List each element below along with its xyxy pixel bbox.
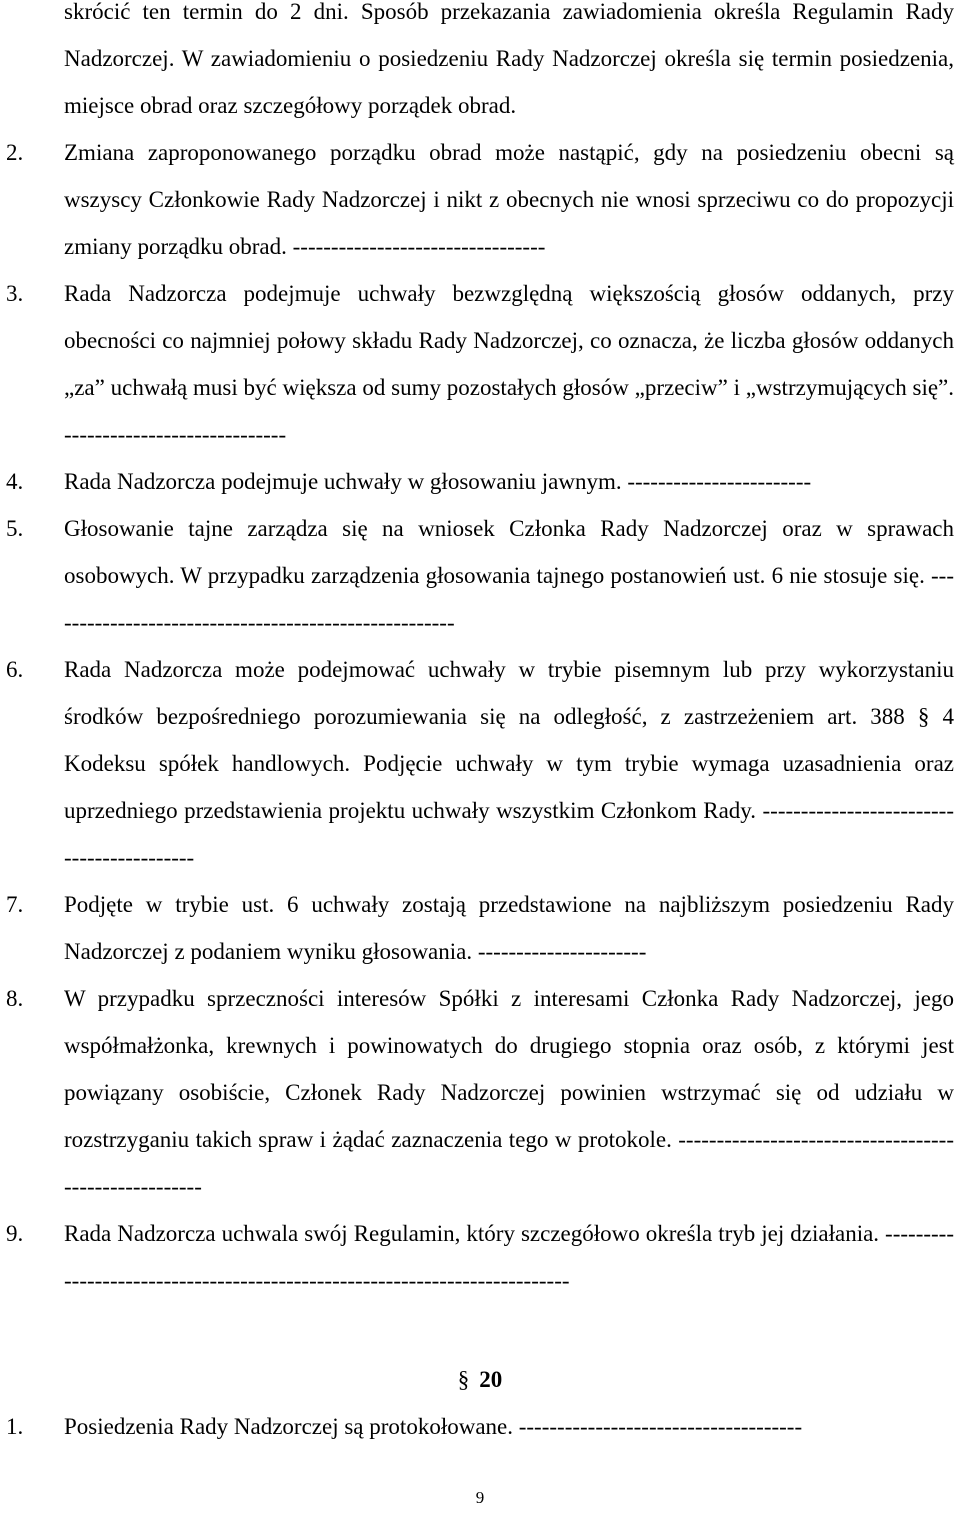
section-number: 20 (479, 1367, 503, 1392)
paragraph-3 (0, 270, 960, 458)
paragraph-text: Głosowanie tajne zarządza się na wniosek Członka Rady Nadzorczej oraz w sprawach osobowych. W przypadku zarządzenia głosowania tajnego postanowień ust. 6 nie stosuje się. ------------------------------------------------------ (64, 516, 954, 635)
page-number: 9 (475, 1488, 485, 1507)
paragraph-number: 8. (6, 986, 24, 1011)
paragraph-text: Rada Nadzorcza podejmuje uchwały w głosowaniu jawnym. ------------------------ (64, 469, 812, 494)
paragraph-6 (0, 646, 960, 881)
paragraph-5 (0, 505, 960, 646)
paragraph-9 (0, 1210, 960, 1304)
paragraph-text: Rada Nadzorcza uchwala swój Regulamin, który szczegółowo określa tryb jej działania. --------------------------------------------------------------------------- (64, 1221, 954, 1293)
intro-text: skrócić ten termin do 2 dni. Sposób przekazania zawiadomienia określa Regulamin Rady Nadzorczej. W zawiadomieniu o posiedzeniu Rady Nadzorczej określa się termin posiedzenia, miejsce obrad oraz szczegółowy porządek obrad. (64, 0, 954, 118)
intro-paragraph (0, 0, 960, 129)
section-paragraph-1 (0, 1403, 960, 1450)
paragraph-number: 6. (6, 657, 24, 682)
paragraph-8 (0, 975, 960, 1210)
paragraph-number: 3. (6, 281, 24, 306)
section-symbol: § (457, 1367, 470, 1392)
paragraph-number: 2. (6, 140, 24, 165)
paragraph-text: Podjęte w trybie ust. 6 uchwały zostają przedstawione na najbliższym posiedzeniu Rady Nadzorczej z podaniem wyniku głosowania. ---------------------- (64, 892, 954, 964)
section-heading (0, 1356, 960, 1403)
paragraph-number: 1. (6, 1414, 24, 1439)
paragraph-text: Posiedzenia Rady Nadzorczej są protokołowane. ------------------------------------- (64, 1414, 803, 1439)
paragraph-7 (0, 881, 960, 975)
paragraph-number: 4. (6, 469, 24, 494)
paragraph-text: Rada Nadzorcza może podejmować uchwały w trybie pisemnym lub przy wykorzystaniu środków bezpośredniego porozumiewania się na odległość, z zastrzeżeniem art. 388 § 4 Kodeksu spółek handlowych. Podjęcie uchwały w tym trybie wymaga uzasadnienia oraz uprzedniego przedstawienia projektu uchwały wszystkim Członkom Rady. ------------------------------------------ (64, 657, 954, 870)
paragraph-4 (0, 458, 960, 505)
paragraph-2 (0, 129, 960, 270)
paragraph-text: Rada Nadzorcza podejmuje uchwały bezwzględną większością głosów oddanych, przy obecności co najmniej połowy składu Rady Nadzorczej, co oznacza, że liczba głosów oddanych „za” uchwałą musi być większa od sumy pozostałych głosów „przeciw” i „wstrzymujących się”. ----------------------------- (64, 281, 954, 447)
paragraph-number: 5. (6, 516, 24, 541)
paragraph-text: Zmiana zaproponowanego porządku obrad może nastąpić, gdy na posiedzeniu obecni są wszyscy Członkowie Rady Nadzorczej i nikt z obecnych nie wnosi sprzeciwu co do propozycji zmiany porządku obrad. --------------------------------- (64, 140, 954, 259)
paragraph-number: 9. (6, 1221, 24, 1246)
section-body (0, 1403, 960, 1450)
paragraph-number: 7. (6, 892, 24, 917)
paragraph-text: W przypadku sprzeczności interesów Spółki z interesami Członka Rady Nadzorczej, jego współmałżonka, krewnych i powinowatych do drugiego stopnia oraz osób, z którymi jest powiązany osobiście, Członek Rady Nadzorczej powinien wstrzymać się od udziału w rozstrzyganiu takich spraw i żądać zaznaczenia tego w protokole. ------------------------------------------------------ (64, 986, 954, 1199)
